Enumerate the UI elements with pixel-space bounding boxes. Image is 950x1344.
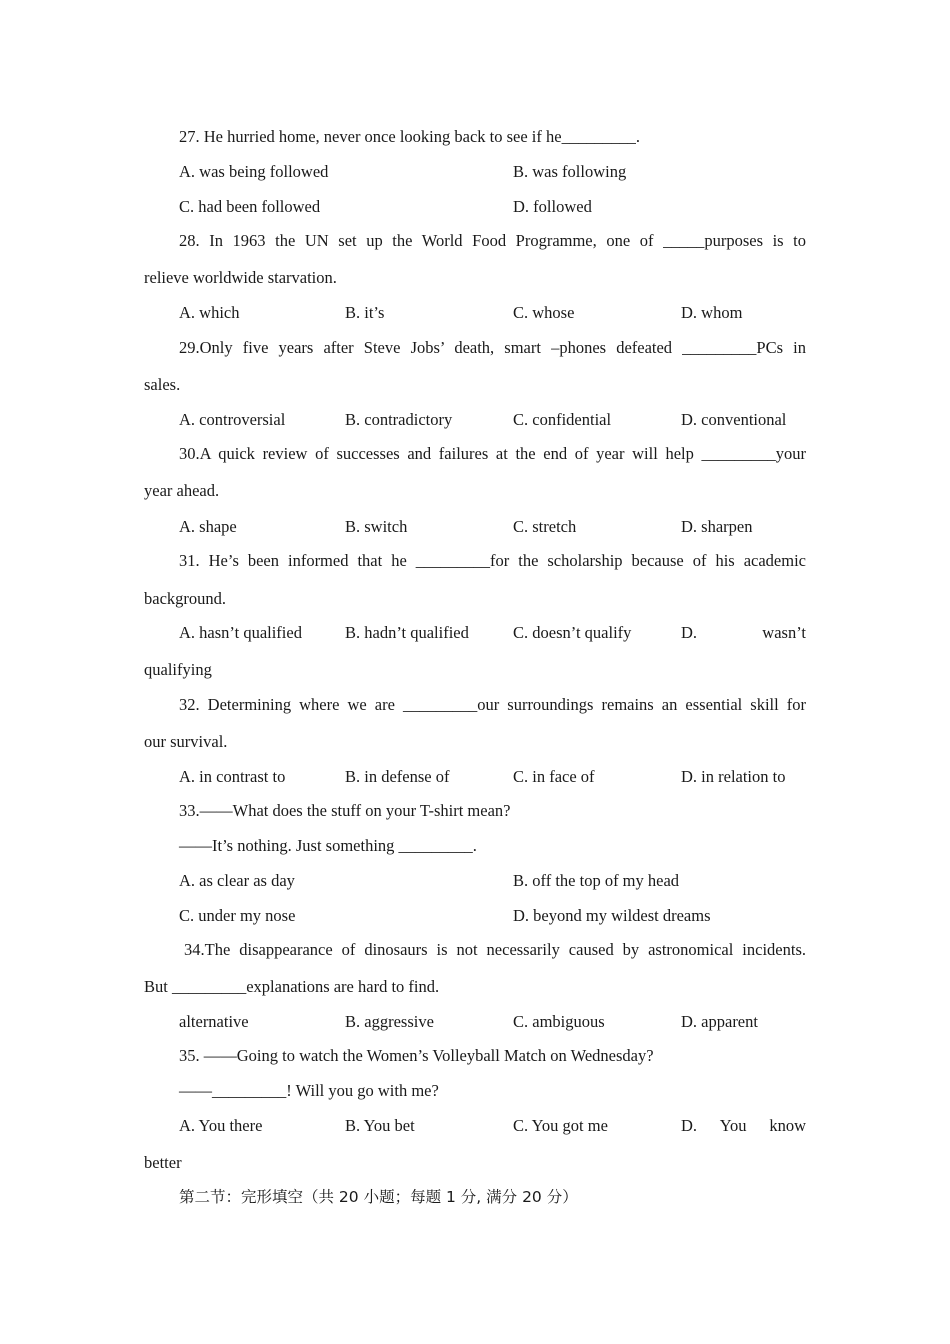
question-32-stem-line2: our survival. (144, 732, 228, 751)
question-29-option-c: C. confidential (513, 410, 612, 429)
question-29-stem-text: 29.Only five years after Steve Jobs’ death, smart –phones defeated _________PCs in (179, 338, 806, 357)
question-30-stem-line1 (179, 444, 806, 464)
question-28-stem-text: 28. In 1963 the UN set up the World Food Programme, one of _____purposes is to (179, 231, 806, 250)
question-33-option-a: A. as clear as day (179, 871, 295, 890)
question-34-stem-line1 (184, 940, 806, 960)
question-34-option-d: D. apparent (681, 1012, 758, 1031)
question-32-option-b: B. in defense of (345, 767, 450, 786)
question-28-stem-line2: relieve worldwide starvation. (144, 268, 337, 287)
question-35-option-d-label: D. (681, 1116, 698, 1135)
question-31-option-d-continued: qualifying (144, 660, 212, 679)
question-31-option-d (681, 623, 806, 643)
question-29-stem-line2: sales. (144, 375, 181, 394)
question-27-option-c: C. had been followed (179, 197, 321, 216)
question-35-option-a: A. You there (179, 1116, 263, 1135)
question-35-option-d-word2: know (769, 1116, 806, 1135)
question-30-option-d: D. sharpen (681, 517, 753, 536)
question-33-stem-line2: ——It’s nothing. Just something _________. (179, 836, 477, 855)
question-27-option-b: B. was following (513, 162, 627, 181)
question-27-stem: 27. He hurried home, never once looking back to see if he_________. (179, 127, 640, 146)
question-28-option-a: A. which (179, 303, 240, 322)
question-28-option-c: C. whose (513, 303, 575, 322)
question-29-option-a: A. controversial (179, 410, 286, 429)
question-32-stem-line1 (179, 695, 806, 715)
question-33-option-b: B. off the top of my head (513, 871, 680, 890)
question-30-stem-text: 30.A quick review of successes and failures at the end of year will help _________your (179, 444, 806, 463)
question-34-option-b: B. aggressive (345, 1012, 434, 1031)
question-35-option-d-word1: You (719, 1116, 747, 1135)
question-35-stem-line2: ——_________! Will you go with me? (179, 1081, 439, 1100)
question-30-option-a: A. shape (179, 517, 237, 536)
question-31-option-d-label: D. (681, 623, 698, 642)
question-34-option-a: alternative (179, 1012, 249, 1031)
question-31-stem-line1 (179, 551, 806, 571)
question-34-stem-line2: But _________explanations are hard to find. (144, 977, 440, 996)
question-28-stem-line1 (179, 231, 806, 251)
question-31-stem-line2: background. (144, 589, 227, 608)
question-31-stem-text: 31. He’s been informed that he _________for the scholarship because of his academic (179, 551, 806, 570)
question-35-option-b: B. You bet (345, 1116, 415, 1135)
question-31-option-b: B. hadn’t qualified (345, 623, 469, 642)
question-35-option-d-continued: better (144, 1153, 182, 1172)
question-33-option-d: D. beyond my wildest dreams (513, 906, 711, 925)
question-34-option-c: C. ambiguous (513, 1012, 605, 1031)
question-35-option-d (681, 1116, 806, 1136)
question-30-option-c: C. stretch (513, 517, 577, 536)
question-33-option-c: C. under my nose (179, 906, 296, 925)
question-33-stem-line1: 33.——What does the stuff on your T-shirt mean? (179, 801, 511, 820)
question-31-option-c: C. doesn’t qualify (513, 623, 632, 642)
question-27-option-d: D. followed (513, 197, 592, 216)
question-31-option-a: A. hasn’t qualified (179, 623, 302, 642)
question-32-option-c: C. in face of (513, 767, 595, 786)
question-30-option-b: B. switch (345, 517, 408, 536)
question-29-option-d: D. conventional (681, 410, 787, 429)
question-31-option-d-word: wasn’t (762, 623, 806, 642)
question-35-stem-line1: 35. ——Going to watch the Women’s Volleyball Match on Wednesday? (179, 1046, 654, 1065)
question-30-stem-line2: year ahead. (144, 481, 220, 500)
question-35-option-c: C. You got me (513, 1116, 608, 1135)
section-heading: 第二节：完形填空（共 20 小题；每题 1 分, 满分 20 分） (179, 1188, 578, 1206)
question-34-stem-text: 34.The disappearance of dinosaurs is not necessarily caused by astronomical incidents. (184, 940, 806, 959)
question-27-option-a: A. was being followed (179, 162, 329, 181)
question-32-option-a: A. in contrast to (179, 767, 286, 786)
question-29-option-b: B. contradictory (345, 410, 453, 429)
question-28-option-d: D. whom (681, 303, 743, 322)
question-32-stem-text: 32. Determining where we are _________our surroundings remains an essential skill for (179, 695, 806, 714)
question-29-stem-line1 (179, 338, 806, 358)
question-32-option-d: D. in relation to (681, 767, 786, 786)
question-28-option-b: B. it’s (345, 303, 385, 322)
